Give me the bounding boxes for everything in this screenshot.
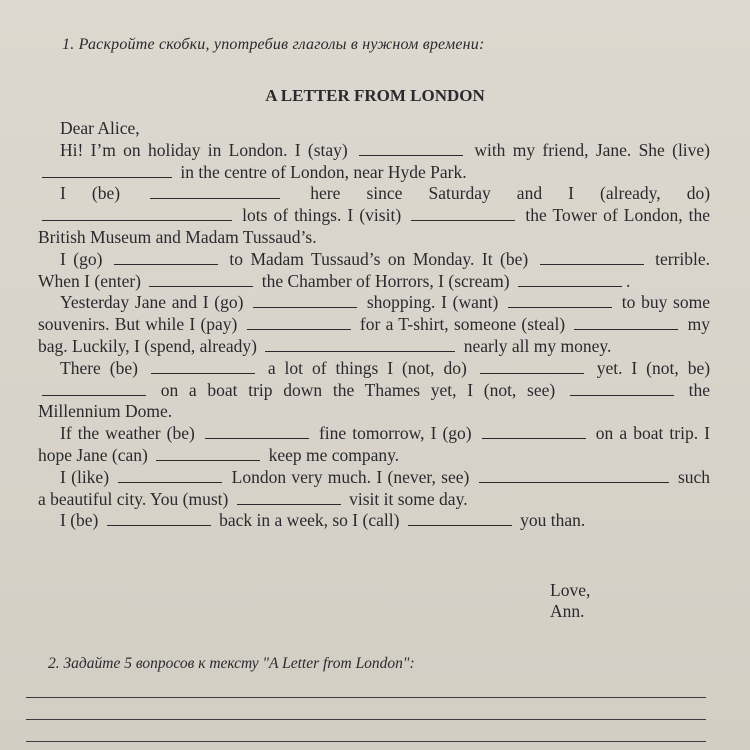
answer-blank[interactable] <box>205 426 309 439</box>
answer-line[interactable] <box>26 697 706 698</box>
answer-blank[interactable] <box>42 383 146 396</box>
answer-blank[interactable] <box>237 492 341 505</box>
paragraph-8 <box>38 510 710 532</box>
paragraph-7 <box>38 467 710 511</box>
text-segment: If the weather (be) <box>60 423 195 444</box>
text-segment: Hi! I’m on holiday in London. I (stay) <box>60 139 348 160</box>
text-segment: terrible. When I (enter) <box>38 248 711 291</box>
text-segment: There (be) <box>60 357 138 378</box>
text-segment: yet. I (not, be) <box>596 357 711 378</box>
text-segment: my bag. Luckily, I (spend, already) <box>38 314 711 356</box>
answer-blank[interactable] <box>149 274 253 287</box>
answer-blank[interactable] <box>479 470 669 483</box>
text-segment: on a boat trip. I hope Jane (can) <box>38 423 710 465</box>
answer-blank[interactable] <box>118 470 222 483</box>
text-segment: to Madam Tussaud’s on Monday. It (be) <box>229 248 529 269</box>
answer-blank[interactable] <box>253 295 357 308</box>
text-segment: the Millennium Dome. <box>38 379 711 422</box>
answer-blank[interactable] <box>508 295 612 308</box>
text-segment: London very much. I (never, see) <box>231 466 470 487</box>
answer-blank[interactable] <box>150 186 280 199</box>
text-segment: a lot of things I (not, do) <box>267 357 467 378</box>
letter-greeting: Dear Alice, <box>60 118 140 138</box>
text-segment: in the centre of London, near Hyde Park. <box>180 161 467 182</box>
text-segment: back in a week, so I (call) <box>219 510 400 531</box>
paragraph-6 <box>38 423 710 467</box>
text-segment: lots of things. I (visit) <box>242 205 402 226</box>
text-segment: here since Saturday and I (already, do) <box>310 183 711 204</box>
text-segment: on a boat trip down the Thames yet, I (not, see) <box>160 379 556 400</box>
letter-signature: Ann. <box>550 601 585 621</box>
text-segment: nearly all my money. <box>463 335 612 356</box>
answer-blank[interactable] <box>114 252 218 265</box>
letter-signoff <box>550 580 590 622</box>
task2-heading: 2. Задайте 5 вопросов к тексту "A Letter from London": <box>48 655 415 672</box>
text-segment: keep me company. <box>268 444 400 465</box>
text-segment: the Tower of London, the British Museum and Madam Tussaud’s. <box>38 205 711 247</box>
text-segment: . <box>625 270 631 291</box>
answer-line[interactable] <box>26 741 706 742</box>
text-segment: for a T-shirt, someone (steal) <box>359 314 566 335</box>
paragraph-4 <box>38 292 710 357</box>
letter-title: A LETTER FROM LONDON <box>265 86 485 105</box>
text-segment: such a beautiful city. You (must) <box>38 466 711 509</box>
answer-blank[interactable] <box>518 274 622 287</box>
text-segment: I (go) <box>60 248 103 269</box>
text-segment: I (be) <box>60 183 121 204</box>
answer-blank[interactable] <box>107 513 211 526</box>
answer-blank[interactable] <box>570 383 674 396</box>
text-segment: with my friend, Jane. She (live) <box>474 139 711 160</box>
text-segment: I (like) <box>60 466 110 487</box>
answer-blank[interactable] <box>156 448 260 461</box>
text-segment: the Chamber of Horrors, I (scream) <box>261 270 510 291</box>
text-segment: to buy some souvenirs. But while I (pay) <box>38 292 710 335</box>
answer-blank[interactable] <box>42 208 232 221</box>
text-segment: shopping. I (want) <box>366 292 499 313</box>
paragraph-5 <box>38 358 710 423</box>
text-segment: Yesterday Jane and I (go) <box>60 292 244 313</box>
paragraph-2 <box>38 183 710 248</box>
answer-blank[interactable] <box>265 339 455 352</box>
answer-blank[interactable] <box>574 317 678 330</box>
answer-blank[interactable] <box>482 426 586 439</box>
text-segment: visit it some day. <box>349 488 468 509</box>
answer-line[interactable] <box>26 719 706 720</box>
answer-blank[interactable] <box>151 361 255 374</box>
answer-blank[interactable] <box>408 513 512 526</box>
paragraph-1 <box>38 140 710 184</box>
answer-blank[interactable] <box>411 208 515 221</box>
answer-blank[interactable] <box>480 361 584 374</box>
text-segment: you than. <box>520 510 586 531</box>
answer-blank[interactable] <box>540 252 644 265</box>
answer-blank[interactable] <box>359 143 463 156</box>
letter-closing: Love, <box>550 580 591 600</box>
text-segment: fine tomorrow, I (go) <box>318 423 472 444</box>
task1-heading: 1. Раскройте скобки, употребив глаголы в нужном времени: <box>62 36 485 53</box>
answer-blank[interactable] <box>42 165 172 178</box>
letter-body <box>38 118 710 532</box>
text-segment: I (be) <box>60 510 99 531</box>
answer-blank[interactable] <box>247 317 351 330</box>
paragraph-3 <box>38 249 710 293</box>
